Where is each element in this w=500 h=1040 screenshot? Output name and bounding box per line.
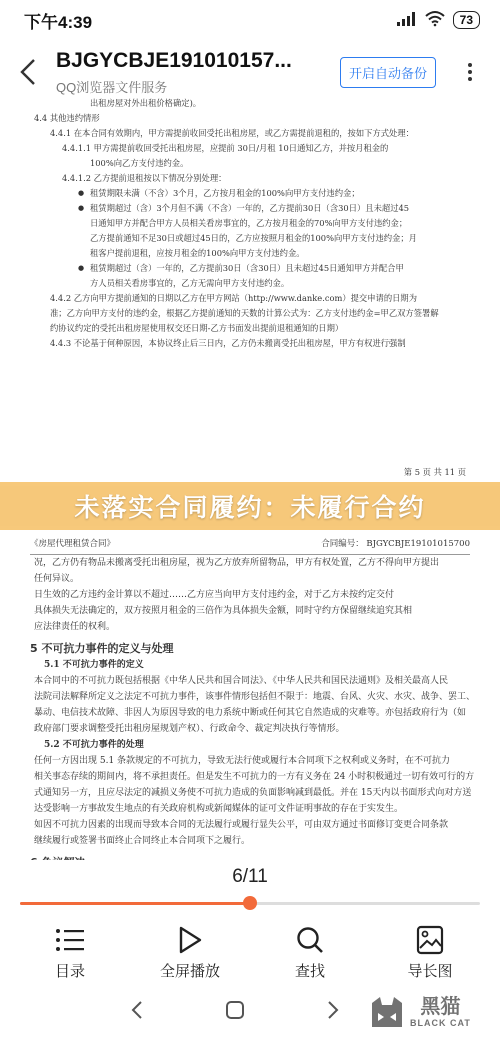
toc-label: 目录 (54, 963, 85, 980)
document-line: 如因不可抗力因素的出现而导致本合同的无法履行或履行显失公平，可由双方通过书面修订变更合同条款 (34, 820, 449, 830)
toolbar-actions (0, 924, 500, 981)
nav-recents-button[interactable] (326, 1000, 340, 1025)
page-5-body (34, 96, 466, 351)
blackcat-watermark (368, 988, 488, 1036)
document-line: 达受影响一方事故发生地点的有关政府机构或新闻媒体的证可文件证明事故的存在于实发生。 (34, 804, 404, 814)
export-long-image-label: 导长图 (407, 963, 453, 980)
document-line: 具体损失无法确定的，双方按照月租金的三倍作为具体损失金额，同时守约方保留继续追究其相 (34, 606, 413, 616)
more-dot-icon (468, 63, 472, 67)
nav-home-button[interactable] (225, 1000, 245, 1025)
document-line: 4.4.1.1 甲方需提前收回受托出租房屋，应提前 30日/月租 10日通知乙方，并按月租金的 (62, 143, 389, 153)
page-progress-slider[interactable] (20, 902, 480, 905)
document-line: 乙方提前通知不足30日或超过45日的，乙方应按照月租金的100%向甲方支付违约金；月 (90, 233, 417, 243)
overlay-banner (0, 482, 500, 530)
section-5-2-body (30, 753, 475, 849)
status-time: 下午4:39 (24, 12, 93, 32)
document-line: 准；乙方向甲方支付的违约金，根据乙方提前通知的天数的计算公式为：乙方支付违约金=甲乙双方签署解 (50, 308, 439, 318)
auto-backup-button[interactable]: 开启自动备份 (340, 57, 436, 88)
document-line: 4.4.2 乙方向甲方提前通知的日期以乙方在甲方网站（http://www.danke.com）提交申请的日期为 (50, 293, 418, 303)
page-indicator: 6/11 (232, 866, 268, 887)
file-title: BJGYCBJE191010157... (56, 48, 292, 72)
watermark-cn: 黑猫 (420, 996, 461, 1018)
search-icon (295, 924, 325, 956)
nav-back-icon (130, 1000, 144, 1020)
nav-back-button[interactable] (130, 1000, 144, 1025)
export-long-image-button[interactable] (380, 924, 480, 981)
back-button[interactable] (0, 40, 56, 104)
document-line: 应法律责任的权利。 (34, 622, 116, 632)
document-line: ● 租赁期超过（含）一年的，乙方提前30日（含30日）且未超过45日通知甲方并配合甲 (34, 261, 466, 276)
battery-indicator: 73 (453, 11, 480, 29)
nav-recents-icon (326, 1000, 340, 1020)
status-icons (397, 11, 480, 29)
watermark-en: BLACK CAT (410, 1018, 471, 1028)
document-line: 继续履行或签署书面终止合同终止本合同项下之履行。 (34, 836, 251, 846)
document-line: 政府部门要求调整受托出租房屋规划产权）、行政命令、裁定判决执行等情形。 (34, 724, 345, 734)
document-line: 法院司法解释所定义之法定不可抗力事件，该事件情形包括但不限于：地震、台风、火灾、水灾、战争、罢工、 (34, 692, 476, 702)
section-5-1-title: 5.1 不可抗力事件的定义 (44, 660, 144, 670)
nav-home-icon (225, 1000, 245, 1020)
document-line: 本合同中的不可抗力既包括根据《中华人民共和国合同法》、《中华人民共和国民法通则》及相关最高人民 (34, 676, 449, 686)
wifi-icon (425, 11, 445, 29)
app-header (0, 40, 500, 104)
more-options-button[interactable] (458, 63, 482, 81)
document-line: 日生效的乙方违约金计算以不超过……乙方应当向甲方支付违约金，对于乙方未按约定交付 (34, 590, 395, 600)
banner-text: 未落实合同履约：未履行合约 (74, 493, 426, 522)
title-block (56, 49, 340, 96)
document-line: 租客户提前退租，应按月租金的100%向甲方支付违约金。 (90, 248, 305, 258)
document-line: 任何一方因出现 5.1 条款规定的不可抗力，导致无法行使或履行本合同项下之权利或义务时，在不可抗力 (34, 756, 451, 766)
document-line: 式通知另一方，且应尽法定的减损义务使不可抗力造成的负面影响减到最低。并在 15天内以书面形式向对方送 (34, 788, 472, 798)
page-footer: 第 5 页 共 11 页 (403, 467, 466, 477)
document-line: 暴动、电信技术故障、非因人为原因导致的电力系统中断或任何其它自然造成的灾难等。亦包括政府行为（如 (34, 708, 467, 718)
progress-fill (20, 902, 250, 905)
fullscreen-play-label: 全屏播放 (159, 963, 220, 980)
toc-button[interactable] (20, 924, 120, 981)
document-line: 任何异议。 (34, 574, 80, 584)
document-line: 相关事态存续的期间内，将不承担责任。但是发生不可抗力的一方有义务在 24 小时积极通过一切有效可行的方 (34, 772, 475, 782)
section-5-title: 5 不可抗力事件的定义与处理 (30, 642, 174, 655)
progress-handle[interactable] (243, 896, 257, 910)
fullscreen-play-button[interactable] (140, 924, 240, 981)
document-line: ● 租赁期限未满（不含）3个月，乙方按月租金的100%向甲方支付违约金； (34, 186, 466, 201)
search-button[interactable] (260, 924, 360, 981)
signal-icon (397, 12, 417, 29)
file-subtitle: QQ浏览器文件服务 (56, 79, 168, 95)
list-icon (55, 924, 85, 956)
document-page-5 (0, 96, 500, 486)
document-line: 方人员相关看房事宜的，乙方无需向甲方支付违约金。 (90, 278, 290, 288)
document-line: 4.4.1 在本合同有效期内，甲方需提前收回受托出租房屋，或乙方需提前退租的，按如下方式处理： (50, 128, 414, 138)
document-line: 4.4 其他违约情形 (34, 113, 100, 123)
contract-number: 合同编号： BJGYCBJE19101015700 (321, 539, 470, 549)
chevron-left-icon (19, 57, 37, 87)
reader-toolbar (0, 860, 500, 984)
page-6-intro (30, 555, 470, 635)
document-line: 日通知甲方并配合甲方人员相关看房事宜的，乙方按月租金的70%向甲方支付违约金； (90, 218, 408, 228)
document-line: 4.4.3 不论基于何种原因，本协议终止后三日内，乙方仍未搬离受托出租房屋，甲方有权进行强制 (50, 338, 406, 348)
more-dot-icon (468, 70, 472, 74)
document-line: 约协议约定的受托出租房屋使用权交还日期-乙方书面发出提前退租通知的日期） (50, 323, 344, 333)
document-line: 出租房屋对外出租价格确定)。 (90, 98, 202, 108)
contract-name: 《房屋代理租赁合同》 (30, 539, 116, 549)
section-5-1-body (30, 673, 476, 737)
play-icon (177, 924, 203, 956)
black-cat-logo-icon (368, 993, 406, 1031)
document-line: 4.4.1.2 乙方提前退租按以下情况分别处理： (62, 173, 227, 183)
document-line: 况，乙方仍有物品未搬离受托出租房屋，视为乙方放弃所留物品，甲方有权处置，乙方不得向甲方提出 (34, 558, 440, 568)
more-dot-icon (468, 77, 472, 81)
page-header (30, 526, 470, 555)
long-image-icon (416, 924, 444, 956)
document-line: ● 租赁期超过（含）3个月但不满（不含）一年的，乙方提前30日（含30日）且未超过45 (34, 201, 466, 216)
watermark-text (410, 996, 471, 1028)
status-bar (0, 0, 500, 40)
search-label: 查找 (294, 963, 325, 980)
section-5-2-title: 5.2 不可抗力事件的处理 (44, 740, 144, 750)
document-line: 100%向乙方支付违约金。 (90, 158, 189, 168)
